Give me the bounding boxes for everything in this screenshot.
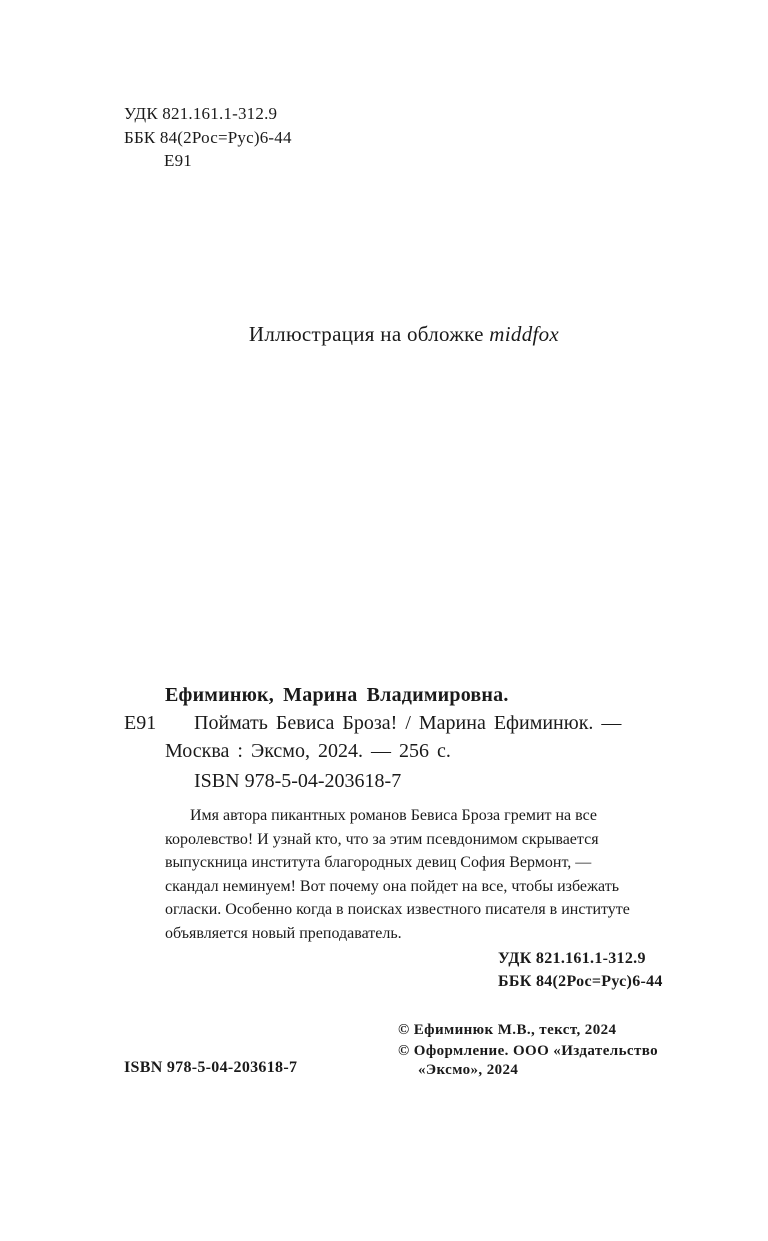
illustration-credit <box>0 322 768 347</box>
catalog-author-mark: Е91 <box>124 712 157 734</box>
annotation-line: королевство! И узнай кто, что за этим псевдонимом скрывается <box>165 830 599 848</box>
copyright-design-cont: «Эксмо», 2024 <box>418 1062 519 1078</box>
annotation-line: скандал неминуем! Вот почему она пойдет на все, чтобы избежать <box>165 877 620 895</box>
illustration-label: Иллюстрация на обложке <box>248 322 484 346</box>
isbn-bottom: ISBN 978-5-04-203618-7 <box>124 1059 298 1076</box>
annotation-line: Имя автора пикантных романов Бевиса Броза гремит на все <box>190 807 598 824</box>
udk-code-bottom: УДК 821.161.1-312.9 <box>498 950 646 967</box>
bbk-code-bottom: ББК 84(2Рос=Рус)6-44 <box>498 973 663 990</box>
annotation-line: объявляется новый преподаватель. <box>165 924 402 942</box>
copyright-design: © Оформление. ООО «Издательство <box>398 1043 659 1059</box>
annotation-line: огласки. Особенно когда в поисках известного писателя в институте <box>165 901 630 918</box>
annotation-line: выпускница института благородных девиц София Вермонт, — <box>165 854 592 871</box>
catalog-author: Ефиминюк, Марина Владимировна. <box>165 684 509 706</box>
author-mark-top: Е91 <box>164 151 192 170</box>
catalog-annotation <box>165 804 695 945</box>
catalog-publication-line: Москва : Эксмо, 2024. — 256 с. <box>165 740 451 762</box>
catalog-isbn: ISBN 978-5-04-203618-7 <box>194 770 402 792</box>
copyright-text: © Ефиминюк М.В., текст, 2024 <box>398 1022 617 1038</box>
udk-code-top: УДК 821.161.1-312.9 <box>124 104 278 123</box>
illustration-artist: middfox <box>489 322 560 346</box>
catalog-title-line: Поймать Бевиса Броза! / Марина Ефиминюк. — <box>194 712 622 734</box>
bbk-code-top: ББК 84(2Рос=Рус)6-44 <box>124 128 292 147</box>
